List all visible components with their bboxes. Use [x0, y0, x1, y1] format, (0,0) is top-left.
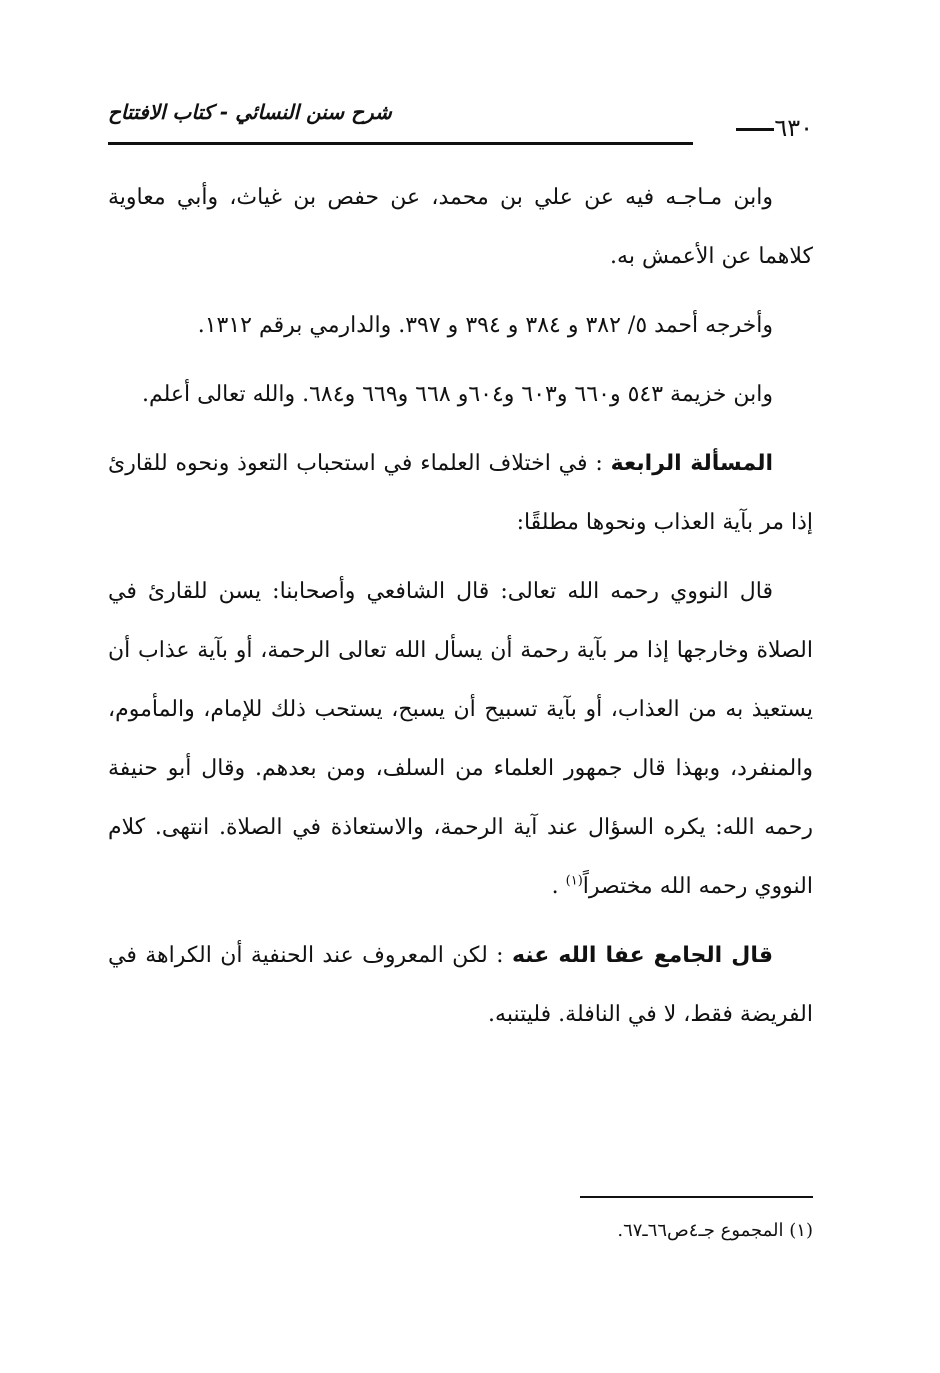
paragraph-1	[108, 168, 813, 286]
paragraph-2	[108, 296, 813, 355]
paragraph-4	[108, 434, 813, 552]
header-rule	[108, 142, 693, 145]
page-number-dash	[736, 128, 774, 131]
paragraph-text: وابن مـاجـه فيه عن علي بن محمد، عن حفص بن غياث، وأبي معاوية كلاهما عن الأعمش به.	[108, 185, 813, 269]
paragraph-5	[108, 562, 813, 916]
paragraph-text: : لكن المعروف عند الحنفية أن الكراهة في الفريضة فقط، لا في النافلة. فليتنبه.	[108, 943, 813, 1027]
paragraph-text: وابن خزيمة ٥٤٣ و٦٦٠ و٦٠٣ و٦٠٤و ٦٦٨ و٦٦٩ و٦٨٤. والله تعالى أعلم.	[141, 382, 773, 407]
page-number-text: ٦٣٠	[774, 114, 813, 142]
paragraph-text: وأخرجه أحمد ٥/ ٣٨٢ و ٣٨٤ و ٣٩٤ و ٣٩٧. والدارمي برقم ١٣١٢.	[197, 313, 773, 338]
paragraph-3	[108, 365, 813, 424]
running-title: شرح سنن النسائي - كتاب الافتتاح	[108, 100, 392, 124]
body-text	[108, 168, 813, 1054]
paragraph-text: : في اختلاف العلماء في استحباب التعوذ ونحوه للقارئ إذا مر بآية العذاب ونحوها مطلقًا:	[108, 451, 813, 535]
footnote-mark[interactable]: (١)	[565, 873, 583, 889]
section-heading: المسألة الرابعة	[610, 451, 773, 476]
paragraph-tail: .	[551, 874, 559, 899]
author-remark-heading: قال الجامع عفا الله عنه	[511, 943, 773, 968]
paragraph-6	[108, 926, 813, 1044]
paragraph-text: قال النووي رحمه الله تعالى: قال الشافعي وأصحابنا: يسن للقارئ في الصلاة وخارجها إذا مر بآية رحمة أن يسأل الله تعالى الرحمة، أو بآية عذاب أن يستعيذ به من العذاب، أو بآية تسبيح أن يسبح، يستحب ذلك للإمام، والمأموم، والمنفرد، وبهذا قال جمهور العلماء من السلف، ومن بعدهم. وقال أبو حنيفة رحمه الله: يكره السؤال عند آية الرحمة، والاستعاذة في الصلاة. انتهى. كلام النووي رحمه الله مختصراً	[108, 579, 813, 899]
footnote: (١) المجموع جـ٤ص٦٦ـ٦٧.	[617, 1220, 813, 1241]
page-number	[724, 114, 813, 142]
footnote-rule	[580, 1196, 813, 1198]
page-header	[108, 92, 813, 152]
